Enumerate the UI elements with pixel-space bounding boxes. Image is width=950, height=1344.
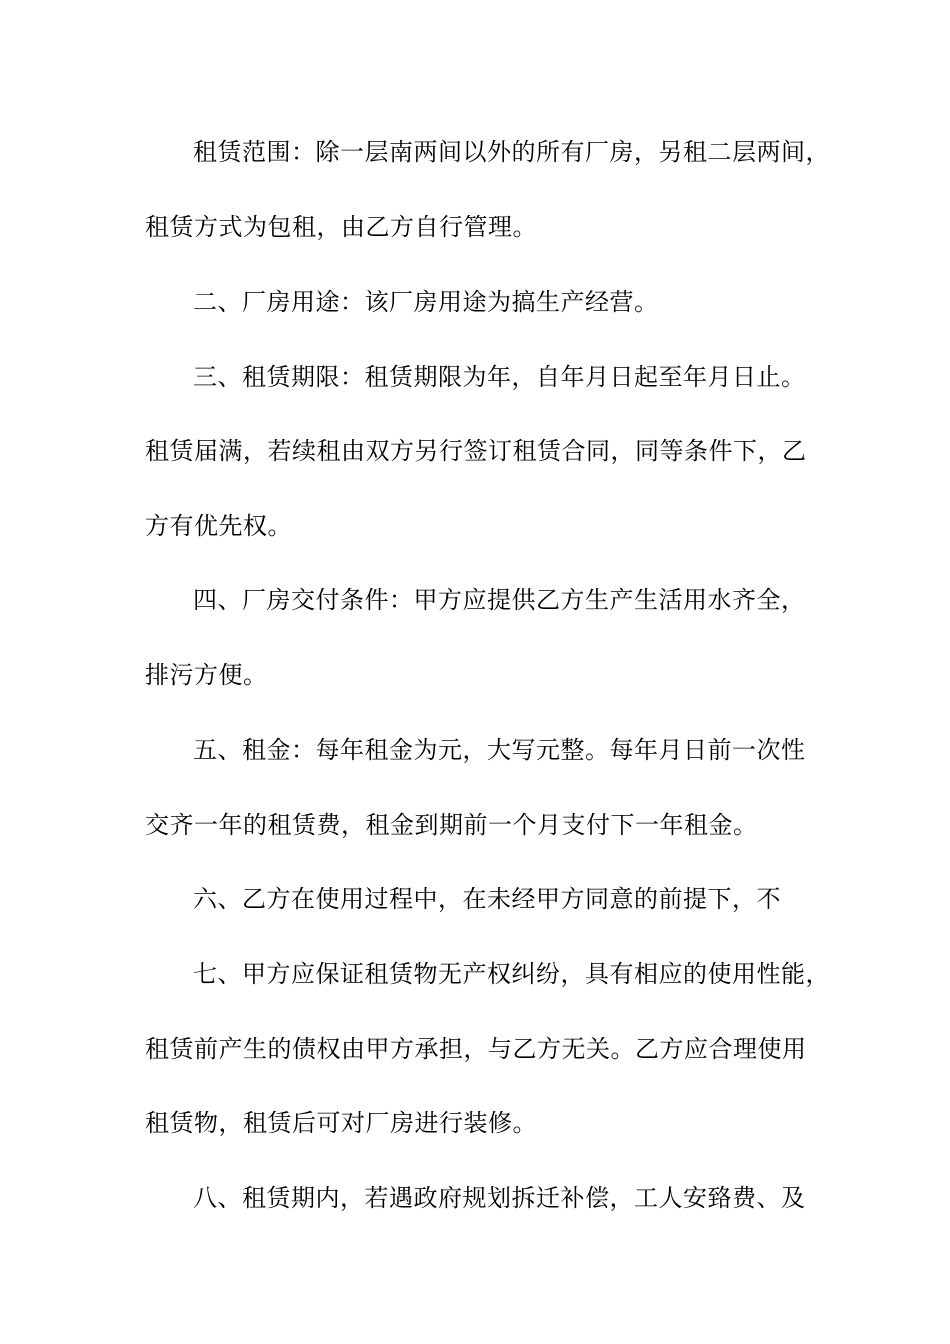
text-line-11: 六、乙方在使用过程中，在未经甲方同意的前提下，不 <box>193 885 781 913</box>
text-line-6: 方有优先权。 <box>145 512 292 540</box>
text-line-1: 租赁范围：除一层南两间以外的所有厂房，另租二层两间， <box>193 138 830 166</box>
text-line-5: 租赁届满，若续租由双方另行签订租赁合同，同等条件下，乙 <box>145 437 807 465</box>
text-line-2: 租赁方式为包租，由乙方自行管理。 <box>145 213 537 241</box>
text-line-8: 排污方便。 <box>145 661 268 689</box>
text-line-3: 二、厂房用途：该厂房用途为搞生产经营。 <box>193 288 659 316</box>
text-line-13: 租赁前产生的债权由甲方承担，与乙方无关。乙方应合理使用 <box>145 1035 807 1063</box>
text-line-9: 五、租金：每年租金为元，大写元整。每年月日前一次性 <box>193 736 806 764</box>
text-line-7: 四、厂房交付条件：甲方应提供乙方生产生活用水齐全， <box>193 586 806 614</box>
text-line-4: 三、租赁期限：租赁期限为年，自年月日起至年月日止。 <box>193 363 806 391</box>
text-line-14: 租赁物，租赁后可对厂房进行装修。 <box>145 1109 537 1137</box>
text-line-15: 八、租赁期内，若遇政府规划拆迁补偿，工人安臵费、及 <box>193 1184 806 1212</box>
text-line-12: 七、甲方应保证租赁物无产权纠纷，具有相应的使用性能， <box>193 960 830 988</box>
text-line-10: 交齐一年的租赁费，租金到期前一个月支付下一年租金。 <box>145 811 758 839</box>
